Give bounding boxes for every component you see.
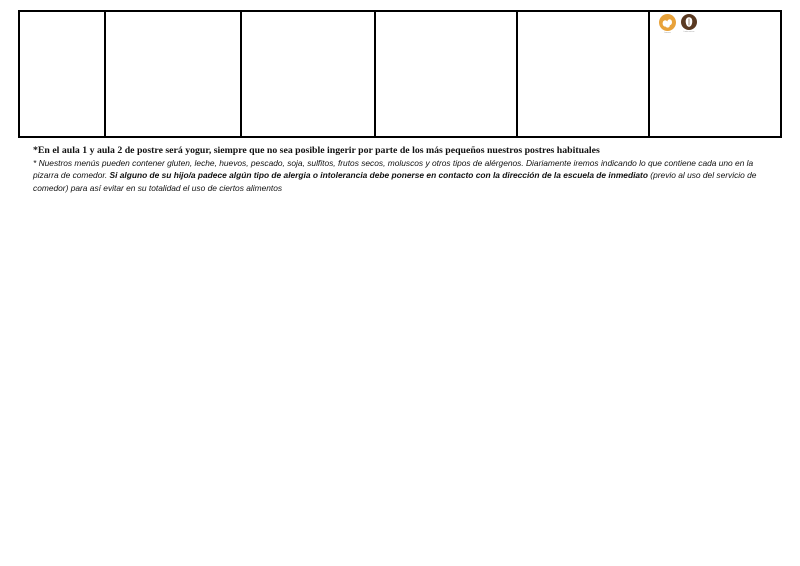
menu-cell-4 <box>376 12 518 136</box>
menu-cell-3 <box>242 12 376 136</box>
menu-cell-1 <box>20 12 106 136</box>
menu-table <box>18 10 782 138</box>
dessert-note: *En el aula 1 y aula 2 de postre será yogur, siempre que no sea posible ingerir por parte de los más pequeños nuestros postres habituales <box>33 145 600 156</box>
allergen-note-end: (previo al uso del servicio de comedor) para así evitar en su totalidad el uso de ciertos alimentos <box>33 170 757 193</box>
menu-cell-2 <box>106 12 242 136</box>
menu-cell-5 <box>518 12 650 136</box>
allergen-label: frutos secos <box>683 31 695 33</box>
egg-icon <box>659 14 676 31</box>
allergen-note <box>33 157 758 194</box>
allergen-nut <box>681 14 697 33</box>
nut-icon <box>681 14 697 30</box>
allergen-note-text: * Nuestros menús pueden contener gluten, leche, huevos, pescado, soja, sulfitos, frutos secos, moluscos y otros tipos de alérgenos. Diariamente iremos indicando lo que contiene cada uno en la pizarra de comedor. <box>33 158 754 181</box>
allergen-label: huevos <box>664 32 671 34</box>
allergen-egg <box>659 14 676 34</box>
menu-cell-6 <box>650 12 780 136</box>
allergen-icons <box>659 14 697 34</box>
allergen-warning: Si alguno de su hijo/a padece algún tipo de alergia o intolerancia debe ponerse en contacto con la dirección de la escuela de inmediato <box>109 170 648 181</box>
menu-notes <box>33 145 758 194</box>
